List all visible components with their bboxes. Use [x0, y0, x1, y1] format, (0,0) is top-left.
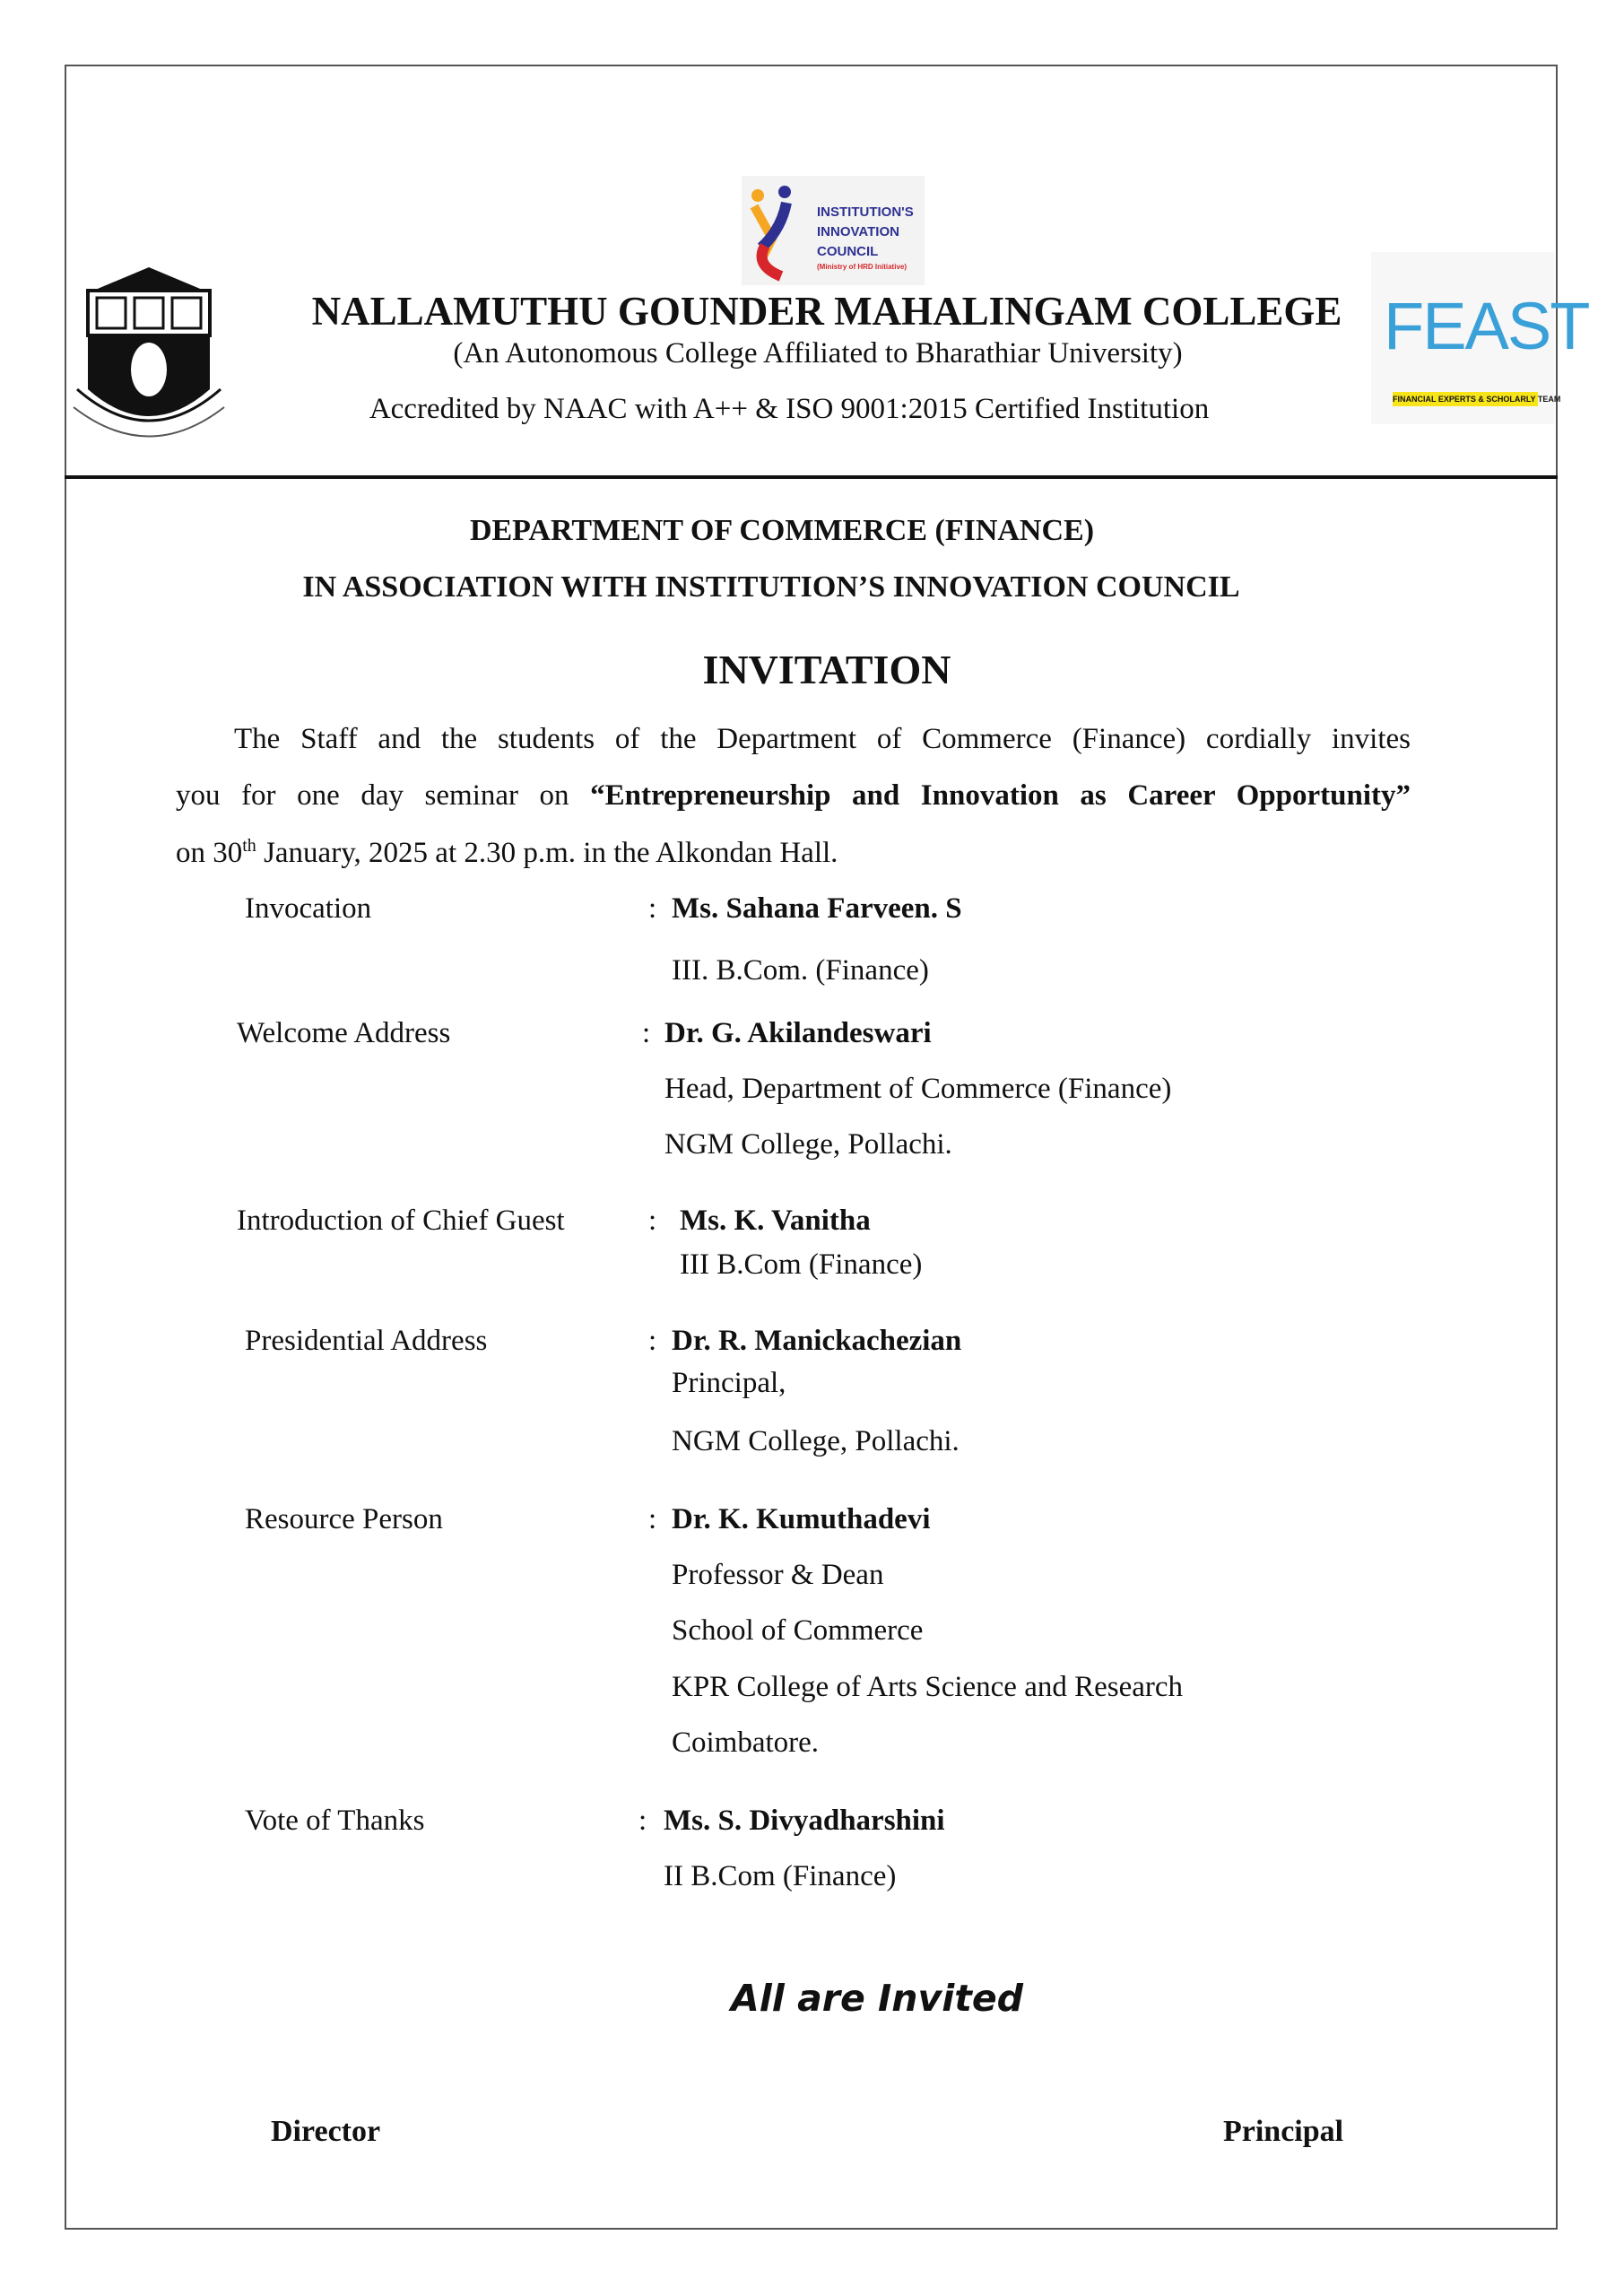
program-person-detail: NGM College, Pollachi. [672, 1425, 960, 1457]
program-person-name: Dr. G. Akilandeswari [664, 1017, 932, 1049]
intro-text: The Staff and the students of the Department of Commerce (Finance) cordially invites [234, 723, 1411, 755]
intro-line-1 [234, 725, 1411, 754]
program-person-name: Ms. S. Divyadharshini [664, 1805, 945, 1837]
header-divider [65, 475, 1558, 479]
colon-separator: : [648, 892, 657, 925]
signature-director: Director [271, 2115, 381, 2148]
association: IN ASSOCIATION WITH INSTITUTION’S INNOVATION COUNCIL [302, 570, 1240, 604]
program-person-name: Dr. R. Manickachezian [672, 1325, 962, 1357]
program-person-detail: Professor & Dean [672, 1559, 884, 1591]
program-role: Vote of Thanks [245, 1805, 425, 1837]
colon-separator: : [642, 1017, 651, 1049]
feast-logo [1371, 252, 1589, 424]
program-role: Invocation [245, 892, 372, 925]
program-person-name: Ms. K. Vanitha [680, 1205, 871, 1237]
program-person-name: Dr. K. Kumuthadevi [672, 1503, 931, 1535]
program-role: Resource Person [245, 1503, 443, 1535]
program-person-detail: KPR College of Arts Science and Research [672, 1671, 1184, 1703]
iic-logo [742, 176, 925, 285]
program-role: Welcome Address [237, 1017, 451, 1049]
colon-separator: : [648, 1325, 657, 1357]
college-name: NALLAMUTHU GOUNDER MAHALINGAM COLLEGE [311, 289, 1342, 334]
program-person-detail: Principal, [672, 1367, 786, 1399]
closing-text: All are Invited [730, 1977, 1024, 2020]
program-person-detail: Coimbatore. [672, 1726, 820, 1759]
program-person-detail: III B.Com (Finance) [680, 1248, 923, 1281]
college-crest-logo [70, 264, 228, 439]
iic-line: INSTITUTION'S [817, 204, 914, 220]
accreditation: Accredited by NAAC with A++ & ISO 9001:2015 Certified Institution [369, 393, 1210, 425]
affiliation: (An Autonomous College Affiliated to Bharathiar University) [453, 337, 1183, 370]
iic-line: COUNCIL [817, 244, 879, 259]
department: DEPARTMENT OF COMMERCE (FINANCE) [469, 514, 1095, 547]
program-person-detail: III. B.Com. (Finance) [672, 954, 929, 987]
signature-principal: Principal [1223, 2115, 1344, 2148]
program-person-detail: Head, Department of Commerce (Finance) [664, 1073, 1172, 1105]
intro-text: you for one day seminar on [176, 779, 591, 812]
iic-line: (Ministry of HRD Initiative) [817, 263, 908, 271]
program-person-name: Ms. Sahana Farveen. S [672, 892, 962, 925]
feast-tagline: FINANCIAL EXPERTS & SCHOLARLY TEAM [1393, 392, 1538, 406]
intro-line-2 [176, 781, 1411, 811]
superscript: th [242, 836, 256, 856]
program-role: Presidential Address [245, 1325, 488, 1357]
program-person-detail: NGM College, Pollachi. [664, 1128, 952, 1161]
program-person-detail: II B.Com (Finance) [664, 1860, 897, 1892]
seminar-title: “Entrepreneurship and Innovation as Career Opportunity” [590, 779, 1411, 812]
program-person-detail: School of Commerce [672, 1614, 924, 1647]
intro-text: January, 2025 at 2.30 p.m. in the Alkondan Hall. [256, 837, 838, 869]
intro-text: on 30 [176, 837, 243, 869]
iic-line: INNOVATION [817, 224, 899, 239]
colon-separator: : [648, 1205, 657, 1237]
invitation-heading: INVITATION [702, 647, 951, 692]
colon-separator: : [648, 1503, 657, 1535]
feast-text: FEAST [1384, 289, 1589, 363]
colon-separator: : [638, 1805, 647, 1837]
program-role: Introduction of Chief Guest [237, 1205, 565, 1237]
intro-line-3 [176, 837, 838, 868]
